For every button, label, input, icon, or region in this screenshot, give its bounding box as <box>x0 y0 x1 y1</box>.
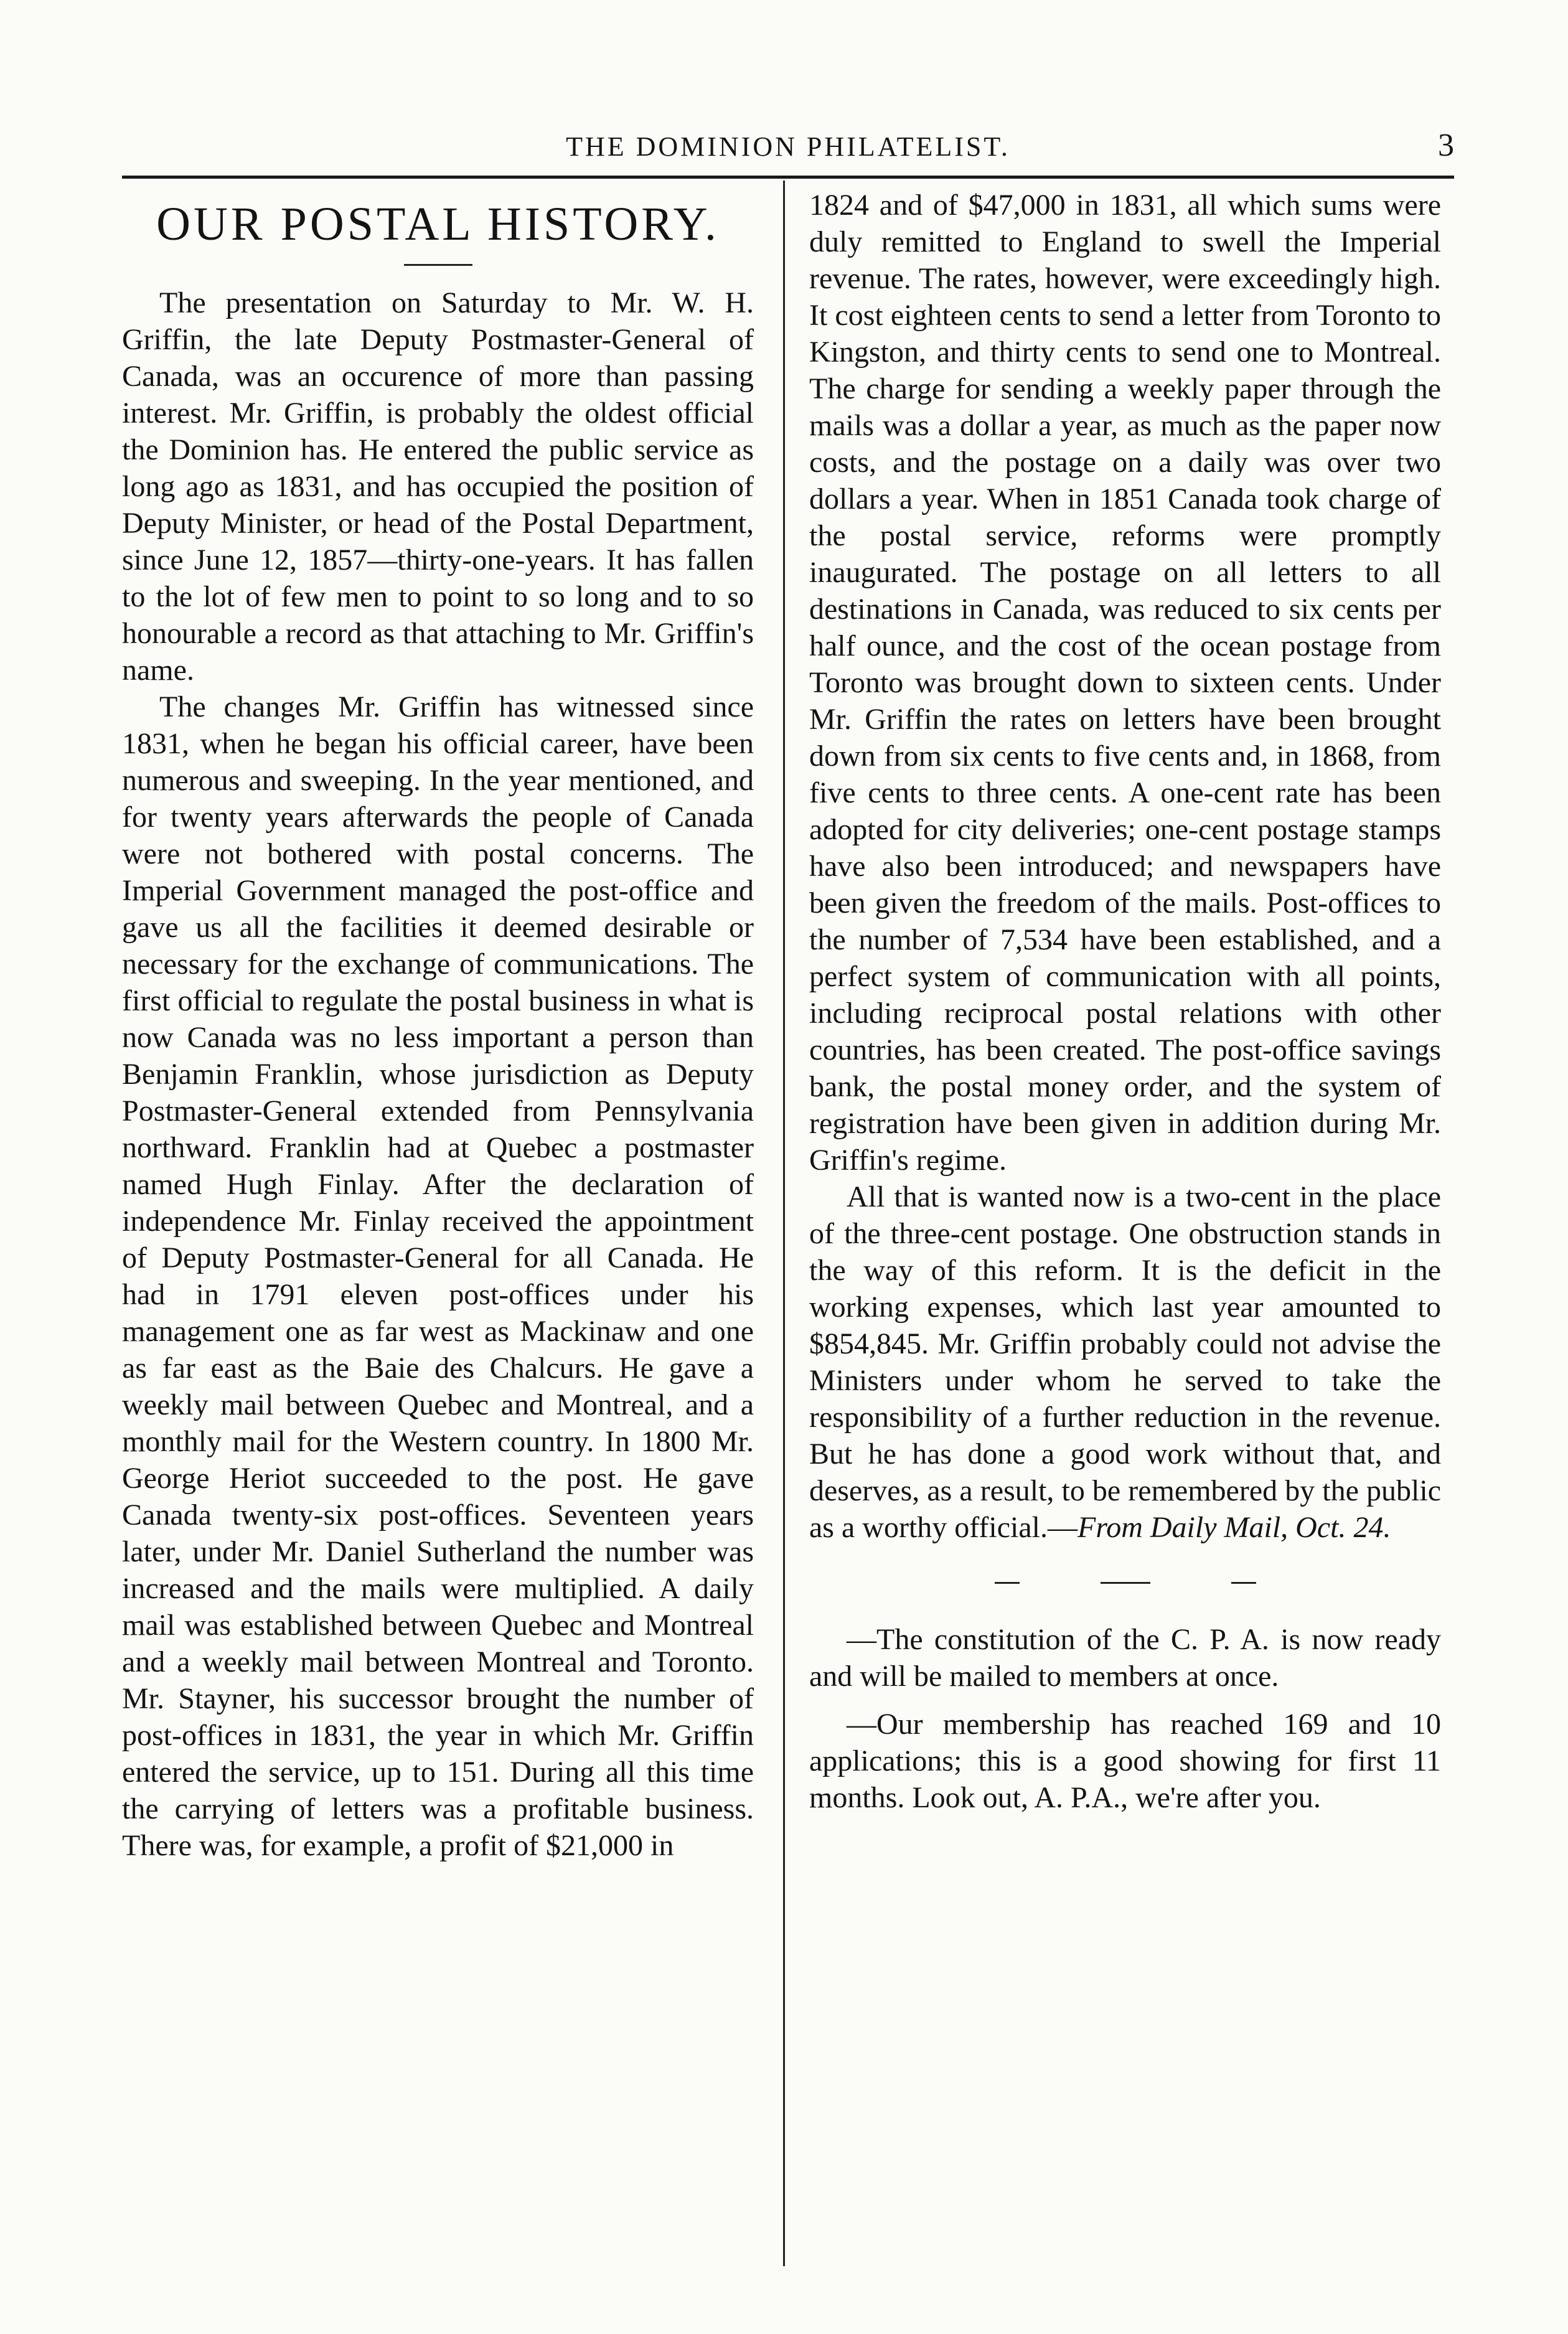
section-ornament <box>995 1582 1256 1584</box>
article-title: OUR POSTAL HISTORY. <box>156 198 720 250</box>
article-paragraph-continued: 1824 and of $47,000 in 1831, all which sums were duly remitted to England to swell the Imperial revenue. The rates, however, were exceedingly high. It cost eighteen cents to send a letter from Toronto to Kingston, and thirty cents to send one to Montreal. The charge for sending a weekly paper through the mails was a dollar a year, as much as the paper now costs, and the postage on a daily was over two dollars a year. When in 1851 Canada took charge of the postal service, reforms were promptly inaugurated. The postage on all letters to all destinations in Canada, was reduced to six cents per half ounce, and the cost of the ocean postage from Toronto was brought down to sixteen cents. Under Mr. Griffin the rates on letters have been brought down from six cents to five cents and, in 1868, from five cents to three cents. A one-cent rate has been adopted for city deliveries; one-cent postage stamps have also been introduced; and newspapers have been given the freedom of the mails. Post-offices to the number of 7,534 have been established, and a perfect system of communication with all points, including reciprocal postal relations with other countries, has been created. The post-office savings bank, the postal money order, and the system of registration have been given in addition during Mr. Griffin's regime. <box>809 189 1441 1177</box>
ornament-dash <box>1231 1582 1256 1584</box>
header-rule <box>122 176 1454 179</box>
article-paragraph-text: All that is wanted now is a two-cent in the place of the three-cent postage. One obstruction stands in the way of this reform. It is the deficit in the working expenses, which last year amounted to $854,845. Mr. Griffin probably could not advise the Ministers under whom he served to take the responsibility of a further reduction in the revenue. But he has done a good work without that, and deserves, as a result, to be remembered by the public as a worthy official.— <box>809 1180 1441 1544</box>
running-title: THE DOMINION PHILATELIST. <box>566 131 1010 162</box>
ornament-dash <box>995 1582 1020 1584</box>
left-column <box>122 187 754 1864</box>
page-number: 3 <box>1438 128 1454 163</box>
right-column <box>809 187 1441 1827</box>
ornament-center <box>1101 1582 1150 1584</box>
source-credit: From Daily Mail, Oct. 24. <box>1077 1511 1391 1544</box>
article-paragraph: The changes Mr. Griffin has witnessed since 1831, when he began his official career, have been numerous and sweeping. In the year mentioned, and for twenty years afterwards the people of Canada were not bothered with postal concerns. The Imperial Government managed the post-office and gave us all the facilities it deemed desirable or necessary for the exchange of communications. The first official to regulate the postal business in what is now Canada was no less important a person than Benjamin Franklin, whose jurisdiction as Deputy Postmaster-General extended from Pennsylvania northward. Franklin had at Quebec a postmaster named Hugh Finlay. After the declaration of independence Mr. Finlay received the appointment of Deputy Postmaster-General for all Canada. He had in 1791 eleven post-offices under his management one as far west as Mackinaw and one as far east as the Baie des Chalcurs. He gave a weekly mail between Quebec and Montreal, and a monthly mail for the Western country. In 1800 Mr. George Heriot succeeded to the post. He gave Canada twenty-six post-offices. Seventeen years later, under Mr. Daniel Sutherland the number was increased and the mails were multiplied. A daily mail was established between Quebec and Montreal and a weekly mail between Montreal and Toronto. Mr. Stayner, his successor brought the number of post-offices in 1831, the year in which Mr. Griffin entered the service, up to 151. During all this time the carrying of letters was a profitable business. There was, for example, a profit of $21,000 in <box>122 690 754 1862</box>
news-note: —The constitution of the C. P. A. is now ready and will be mailed to members at once. <box>809 1623 1441 1693</box>
page-header <box>122 118 1454 174</box>
title-rule <box>404 264 472 266</box>
column-divider <box>783 181 785 2266</box>
article-paragraph <box>809 1179 1441 1546</box>
news-note: —Our membership has reached 169 and 10 applications; this is a good showing for first 11 months. Look out, A. P.A., we're after you. <box>809 1708 1441 1814</box>
article-paragraph: The presentation on Saturday to Mr. W. H. Griffin, the late Deputy Postmaster-General of Canada, was an occurence of more than passing interest. Mr. Griffin, is probably the oldest official the Dominion has. He entered the public service as long ago as 1831, and has occupied the position of Deputy Minister, or head of the Postal Department, since June 12, 1857—thirty-one-years. It has fallen to the lot of few men to point to so long and to so honourable a record as that attaching to Mr. Griffin's name. <box>122 286 754 687</box>
